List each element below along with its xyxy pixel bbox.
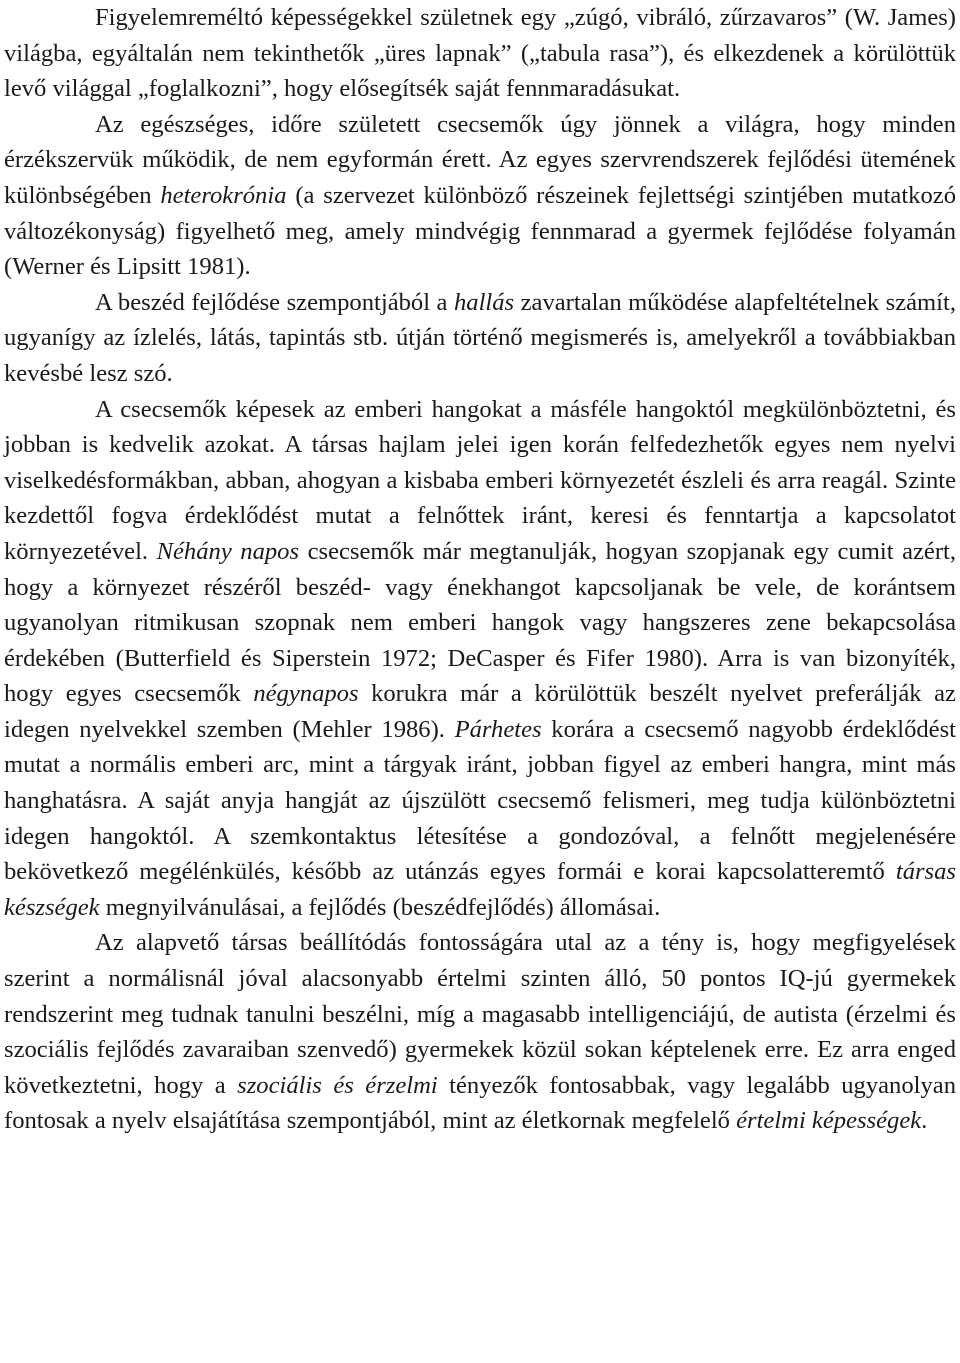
italic-term: négynapos bbox=[253, 680, 359, 708]
paragraph-2 bbox=[4, 107, 956, 285]
text-segment: csecsemők már megtanulják, hogyan szopjanak egy cumit azért, hogy a környezet részéről beszéd- vagy énekhangot kapcsoljanak be vele, de korántsem ugyanolyan ritmikusan szopnak nem emberi hangok vagy hangszeres zene bekapcsolása érdekében (Butterfield és Siperstein 1972; DeCasper és Fifer 1980). Arra is van bizonyíték, hogy egyes csecsemők bbox=[4, 537, 956, 708]
italic-term: Párhetes bbox=[454, 715, 542, 743]
italic-term: értelmi képességek bbox=[736, 1107, 922, 1135]
text-segment: (a szervezet különböző részeinek fejlettségi szintjében mutatkozó változékonyság) figyelhető meg, amely mindvégig fennmarad a gyermek fejlődése folyamán (Werner és Lipsitt 1981). bbox=[4, 181, 956, 281]
italic-term: szociális és érzelmi bbox=[237, 1071, 438, 1099]
text-segment: . bbox=[921, 1107, 928, 1135]
paragraph-3 bbox=[4, 285, 956, 392]
italic-term: hallás bbox=[453, 288, 515, 316]
text-segment: A beszéd fejlődése szempontjából a bbox=[95, 288, 454, 316]
paragraph-4 bbox=[4, 392, 956, 926]
italic-term: Néhány napos bbox=[156, 537, 300, 565]
text-segment: Figyelemreméltó képességekkel születnek egy „zúgó, vibráló, zűrzavaros” (W. James) világba, egyáltalán nem tekinthetők „üres lapnak” („tabula rasa”), és elkezdenek a körülöttük levő világgal „foglalkozni”, hogy elősegítsék saját fennmaradásukat. bbox=[4, 4, 956, 103]
text-segment: A csecsemők képesek az emberi hangokat a másféle hangoktól megkülönböztetni, és jobban is kedvelik azokat. A társas hajlam jelei igen korán felfedezhetők egyes nem nyelvi viselkedésformákban, abban, ahogyan a kisbaba emberi környezetét észleli és arra reagál. Szinte kezdettől fogva érdeklődést mutat a felnőttek iránt, keresi és fenntartja a kapcsolatot környezetével. bbox=[4, 395, 956, 565]
document-page bbox=[4, 0, 956, 1139]
paragraph-5 bbox=[4, 925, 956, 1139]
text-segment: korára a csecsemő nagyobb érdeklődést mutat a normális emberi arc, mint a tárgyak iránt, jobban figyel az emberi hangra, mint más hanghatásra. A saját anyja hangját az újszülött csecsemő felismeri, meg tudja különböztetni idegen hangoktól. A szemkontaktus létesítése a gondozóval, a felnőtt megjelenésére bekövetkező megélénkülés, később az utánzás egyes formái e korai kapcsolatteremtő bbox=[4, 715, 956, 886]
text-segment: tényezők fontosabbak, vagy legalább ugyanolyan fontosak a nyelv elsajátítása szempontjából, mint az életkornak megfelelő bbox=[4, 1071, 956, 1135]
paragraph-1 bbox=[4, 0, 956, 107]
text-segment: korukra már a körülöttük beszélt nyelvet preferálják az idegen nyelvekkel szemben (Mehler 1986). bbox=[4, 680, 956, 743]
italic-term: heterokrónia bbox=[160, 181, 287, 209]
text-segment: Az alapvető társas beállítódás fontosságára utal az a tény is, hogy megfigyelések szerint a normálisnál jóval alacsonyabb értelmi szinten álló, 50 pontos IQ-jú gyermekek rendszerint meg tudnak tanulni beszélni, míg a magasabb intelligenciájú, de autista (érzelmi és szociális fejlődés zavaraiban szenvedő) gyermekek közül sokan képtelenek erre. Ez arra enged következtetni, hogy a bbox=[4, 929, 956, 1099]
text-segment: megnyilvánulásai, a fejlődés (beszédfejlődés) állomásai. bbox=[99, 893, 661, 921]
text-segment: zavartalan működése alapfeltételnek számít, ugyanígy az ízlelés, látás, tapintás stb. útján történő megismerés is, amelyekről a továbbiakban kevésbé lesz szó. bbox=[4, 288, 956, 387]
italic-term: társas készségek bbox=[4, 858, 956, 921]
text-segment: Az egészséges, időre született csecsemők úgy jönnek a világra, hogy minden érzékszervük működik, de nem egyformán érett. Az egyes szervrendszerek fejlődési ütemének különbségében bbox=[4, 110, 956, 209]
